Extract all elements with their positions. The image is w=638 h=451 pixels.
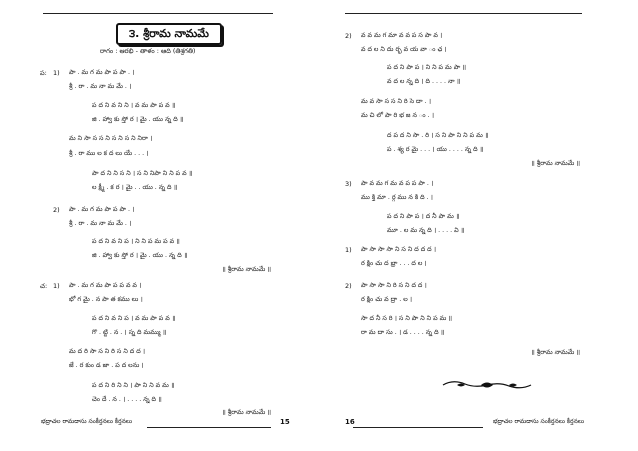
verse-number: 2) (345, 282, 352, 290)
top-rule (43, 13, 273, 14)
verse-number: 2) (345, 32, 352, 40)
lyric-line: ప . శ్య ర మై . . . । యు . . . . న్న ది ॥ (387, 146, 484, 153)
footer-book-title: భద్రాచల రామదాసు సంకీర్తనలు కీర్తనలు (41, 418, 133, 425)
lyric-line: శ్రీ . రా . మ నా మ మే . । (69, 83, 132, 90)
refrain-closing: ॥ శ్రీరామ నామమే ॥ (222, 409, 272, 416)
lyric-line: గొ . ట్టి . న . । స్న ది మమ్ము ॥ (92, 329, 167, 336)
lyric-line: మ చి లో పా రి భ జ న ం . । (361, 112, 434, 119)
top-rule (345, 13, 582, 14)
notation-line: ప ద ని వ ని ప । ని ని ప మ ప వ ॥ (92, 238, 180, 245)
page-title: ౩. శ్రీరామ నామమే (116, 23, 222, 45)
notation-line: సా ద నీ స రి । స ని పా ని ని ప మ ॥ (361, 315, 453, 322)
lyric-line: ల క్ష్మీ . క ర । మై . . యు . న్న ది ॥ (92, 184, 178, 191)
verse-number: 1) (345, 246, 352, 254)
notation-line: పా వ మ గ మ వ ప ప పా . । (361, 180, 434, 187)
lyric-line: భో గ మై . న పా త కము లు । (69, 296, 143, 303)
notation-line: వ వ మ గ మా వ వ ప స పా వ । (361, 32, 443, 39)
lyric-line: జి . హ్వా కు స్తో ర । మై . యు . న్న ది ॥ (92, 252, 188, 259)
bottom-rule (147, 427, 271, 428)
lyric-line: రా మ దా సు . । డ . . . . న్న ది ॥ (361, 329, 445, 336)
footer-book-title: భద్రాచల రామదాసు సంకీర్తనలు కీర్తనలు (493, 418, 585, 425)
verse-number: 3) (345, 180, 352, 188)
notation-line: ద ప ద ని సా . రి । స ని పా ని ని ప మ ॥ (387, 132, 489, 139)
lyric-line: ము క్తి మా . ర్గ ము న కి ది . । (361, 194, 433, 201)
page-number: 16 (345, 418, 355, 426)
refrain-closing: ॥ శ్రీరామ నామమే ॥ (531, 160, 581, 167)
notation-line: ప ద ని రి ని ని । పా ని ని వ మ ॥ (92, 382, 175, 389)
ornament-divider-icon (441, 378, 533, 392)
page-number: 15 (280, 418, 290, 426)
refrain-closing: ॥ శ్రీరామ నామమే ॥ (222, 266, 272, 273)
notation-line: పా . మ గ మ పా ప పా . । (69, 206, 135, 213)
lyric-line: జే . ర కుం డ జా . ప ద లను । (69, 362, 144, 369)
notation-line: మ వ సా స స ని రి సె దా . । (361, 98, 431, 105)
notation-line: పా సా సా ని రి స ని ద ద । (361, 282, 427, 289)
lyric-line: ర క్షిం చు ద భ్రా . . . ద ల । (361, 260, 427, 267)
lyric-line: వ ద ల న్న ది । ది . . . . నా ॥ (387, 78, 461, 85)
lyric-line: శ్రీ . రా ము ల క ద లు యే . . . । (69, 150, 149, 157)
lyric-line: ర క్షిం చు వ ద్రా . ల । (361, 296, 413, 303)
lyric-line: చెం దే . న . । . . . . న్న ది ॥ (92, 396, 162, 403)
notation-line: మ ని సా స స ని స ని స ని నిరా । (69, 135, 153, 142)
notation-line: పా . మ గ మ పా ప పా . । (69, 69, 135, 76)
notation-line: పా సా సా సా ని స ని ద ద ద । (361, 246, 436, 253)
lyric-line: జి . హ్వా కు స్తో ర । మై . యు న్న ది ॥ (92, 116, 184, 123)
bottom-rule (353, 427, 483, 428)
raga-tala-line: రాగం : ఆరభి - తాళం : ఆది (తిశ్రగతి) (100, 47, 196, 55)
notation-line: ప ద ని పా ప । ద నీ పా మ ॥ (387, 213, 460, 220)
right-page (319, 0, 638, 451)
notation-line: ప ద ని వ ని ప । వ మ పా ప వ ॥ (92, 315, 176, 322)
lyric-line: మూ . ల మ న్న ది । . . . . వి ॥ (387, 227, 465, 234)
notation-line: పా ద ని ని స ని । స ని నిపా ని ని ప వ ॥ (92, 170, 193, 177)
section-label: చ: (40, 282, 48, 290)
notation-line: మ ద రి సా స ని రి స ని ద ద । (69, 348, 146, 355)
verse-number: 1) (53, 282, 60, 290)
lyric-line: శ్రీ . రా . మ నా మ మే . । (69, 220, 132, 227)
verse-number: 1) (53, 69, 60, 77)
verse-number: 2) (53, 206, 60, 214)
lyric-line: వ ద ల ని దు ర్భ వ య వా ం ఛ । (361, 46, 447, 53)
refrain-closing: ॥ శ్రీరామ నామమే ॥ (531, 349, 581, 356)
notation-line: ప ద ని వ ని ని । వ మ పా ప వ ॥ (92, 102, 176, 109)
notation-line: ప ద ని పా ప । ని ని ప మ పా ॥ (387, 64, 466, 71)
section-label: ప: (40, 69, 47, 77)
notation-line: పా . మ గ మ పా ప ప వ వ । (69, 282, 142, 289)
